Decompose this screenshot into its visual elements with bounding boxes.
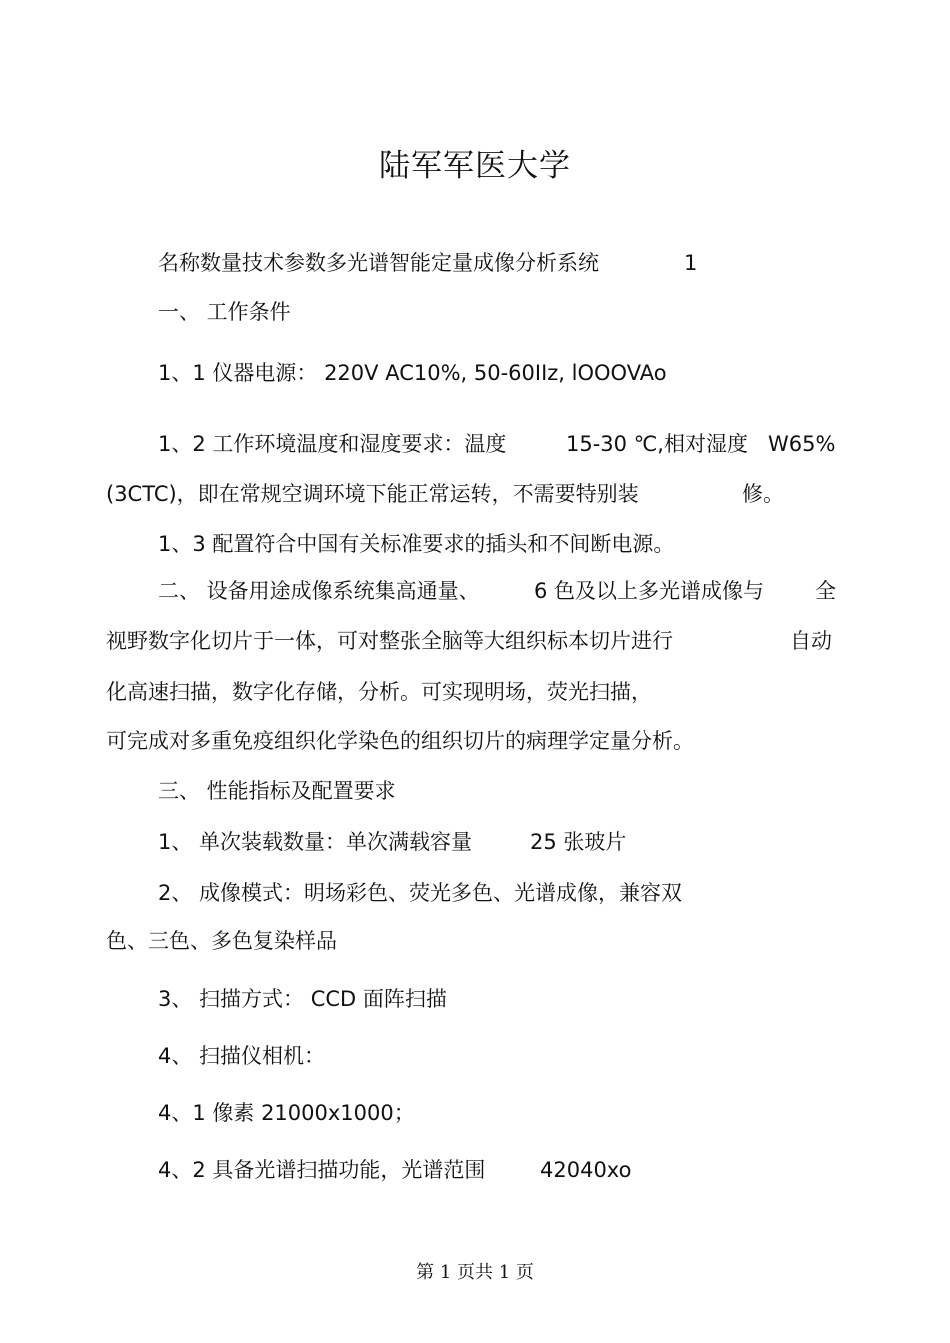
- line-text: 4、2 具备光谱扫描功能，光谱范围: [158, 1158, 486, 1182]
- line-environment-cont: [0, 480, 950, 508]
- line-text: 二、 设备用途成像系统集高通量、: [158, 579, 480, 603]
- line-equipment-use: [0, 577, 950, 605]
- line-equipment-use-cont1: [0, 627, 950, 655]
- line-power-supply: 1、1 仪器电源： 220V AC10%, 50-60IIz, lOOOVAo: [158, 361, 667, 385]
- line-text: 自动: [790, 629, 832, 653]
- line-text: 1、 单次装载数量：单次满载容量: [158, 830, 473, 854]
- line-imaging-mode-cont: 色、三色、多色复染样品: [106, 929, 337, 953]
- heading-working-conditions: 一、 工作条件: [158, 300, 291, 324]
- line-environment: [0, 430, 950, 458]
- line-text: 全: [815, 579, 836, 603]
- line-plug-ups: 1、3 配置符合中国有关标准要求的插头和不间断电源。: [158, 532, 675, 556]
- line-text: 1、2 工作环境温度和湿度要求：温度: [158, 432, 507, 456]
- line-pixels: 4、1 像素 21000x1000；: [158, 1101, 415, 1125]
- line-spectral-scan: [0, 1156, 950, 1184]
- page-footer: 第 1 页共 1 页: [416, 1262, 534, 1283]
- line-text: 42040xo: [540, 1158, 632, 1182]
- document-title: 陆军军医大学: [379, 148, 571, 184]
- line-name-quantity: [0, 249, 950, 277]
- line-text: 1: [684, 251, 698, 275]
- line-text: 25 张玻片: [530, 830, 627, 854]
- line-text: 6 色及以上多光谱成像与: [534, 579, 765, 603]
- line-text: W65%: [768, 432, 836, 456]
- line-text: (3CTC)，即在常规空调环境下能正常运转，不需要特别装: [106, 482, 639, 506]
- line-equipment-use-cont3: 可完成对多重免疫组织化学染色的组织切片的病理学定量分析。: [106, 729, 694, 753]
- line-equipment-use-cont2: 化高速扫描，数字化存储，分析。可实现明场，荧光扫描，: [106, 680, 652, 704]
- line-text: 视野数字化切片于一体，可对整张全脑等大组织标本切片进行: [106, 629, 673, 653]
- line-scanner-camera: 4、 扫描仪相机：: [158, 1044, 326, 1068]
- line-text: 修。: [742, 482, 784, 506]
- line-text: 15-30 ℃,相对湿度: [566, 432, 748, 456]
- line-text: 名称数量技术参数多光谱智能定量成像分析系统: [158, 251, 599, 275]
- line-scan-method: 3、 扫描方式： CCD 面阵扫描: [158, 987, 447, 1011]
- heading-performance: 三、 性能指标及配置要求: [158, 779, 396, 803]
- line-imaging-mode: 2、 成像模式：明场彩色、荧光多色、光谱成像，兼容双: [158, 881, 683, 905]
- line-loading-capacity: [0, 828, 950, 856]
